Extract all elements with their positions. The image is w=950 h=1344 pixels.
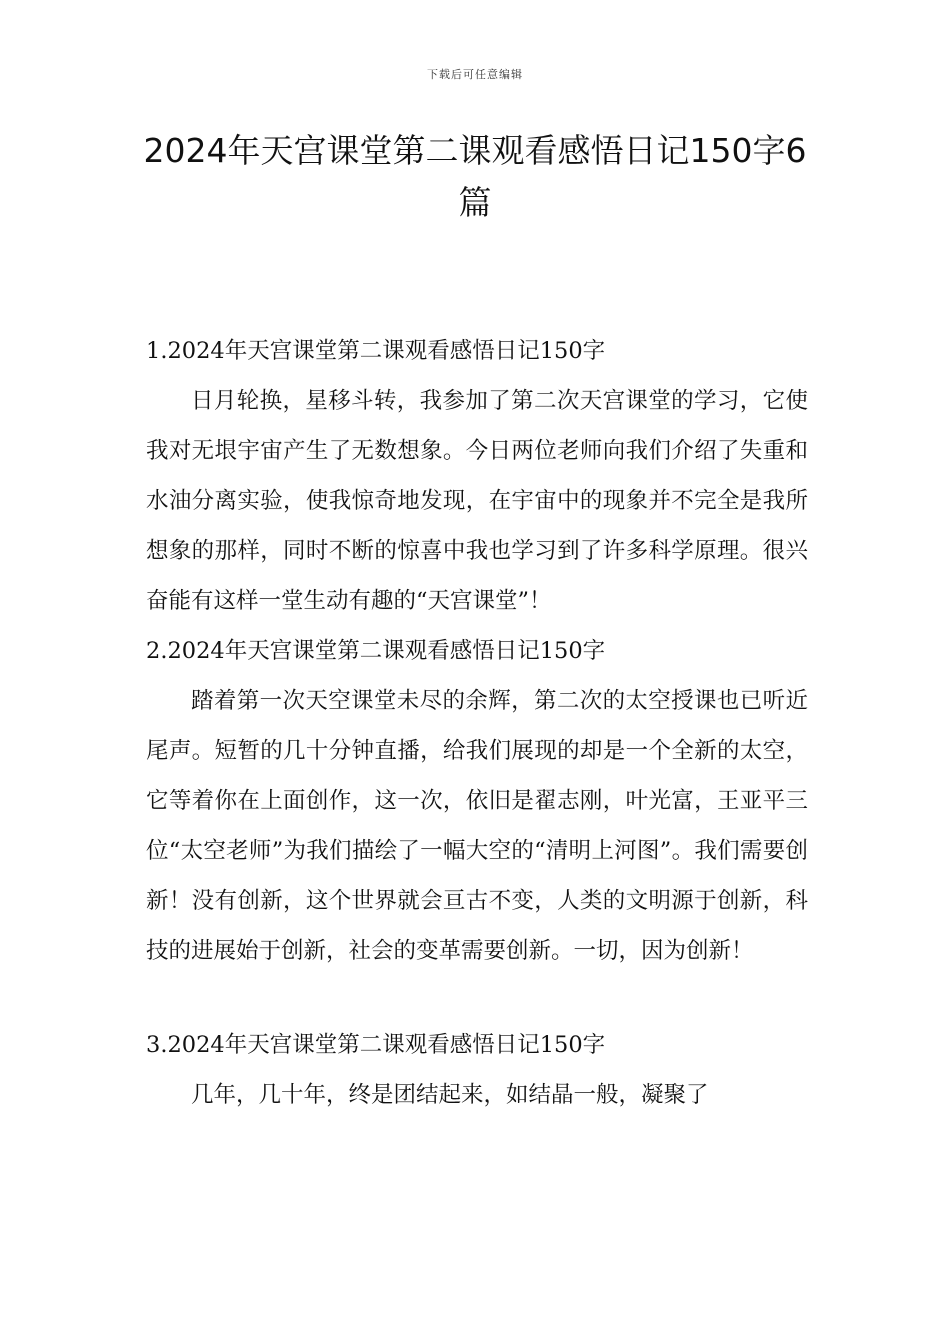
section-body: 几年，几十年，终是团结起来，如结晶一般，凝聚了 bbox=[191, 1082, 709, 1108]
section-heading: 2.2024年天宫课堂第二课观看感悟日记150字 bbox=[146, 638, 606, 664]
section-spacer bbox=[146, 976, 808, 1020]
section-3 bbox=[146, 1020, 808, 1120]
section-body: 踏着第一次天空课堂未尽的余辉，第二次的太空授课也已听近尾声。短暂的几十分钟直播，给我们展现的却是一个全新的太空，它等着你在上面创作，这一次，依旧是翟志刚，叶光富，王亚平三位“太空老师”为我们描绘了一幅大空的“清明上河图”。我们需要创新！没有创新，这个世界就会亘古不变，人类的文明源于创新，科技的进展始于创新，社会的变革需要创新。一切，因为创新！ bbox=[146, 688, 808, 964]
section-heading: 1.2024年天宫课堂第二课观看感悟日记150字 bbox=[146, 338, 606, 364]
section-heading: 3.2024年天宫课堂第二课观看感悟日记150字 bbox=[146, 1032, 606, 1058]
section-1 bbox=[146, 326, 808, 626]
header-note: 下载后可任意编辑 bbox=[427, 68, 523, 81]
document-content bbox=[146, 326, 808, 1120]
section-body: 日月轮换，星移斗转，我参加了第二次天宫课堂的学习，它使我对无垠宇宙产生了无数想象。今日两位老师向我们介绍了失重和水油分离实验，使我惊奇地发现，在宇宙中的现象并不完全是我所想象的那样，同时不断的惊喜中我也学习到了许多科学原理。很兴奋能有这样一堂生动有趣的“天宫课堂”！ bbox=[146, 388, 808, 614]
section-2 bbox=[146, 626, 808, 976]
document-title: 2024年天宫课堂第二课观看感悟日记150字6篇 bbox=[143, 131, 807, 222]
